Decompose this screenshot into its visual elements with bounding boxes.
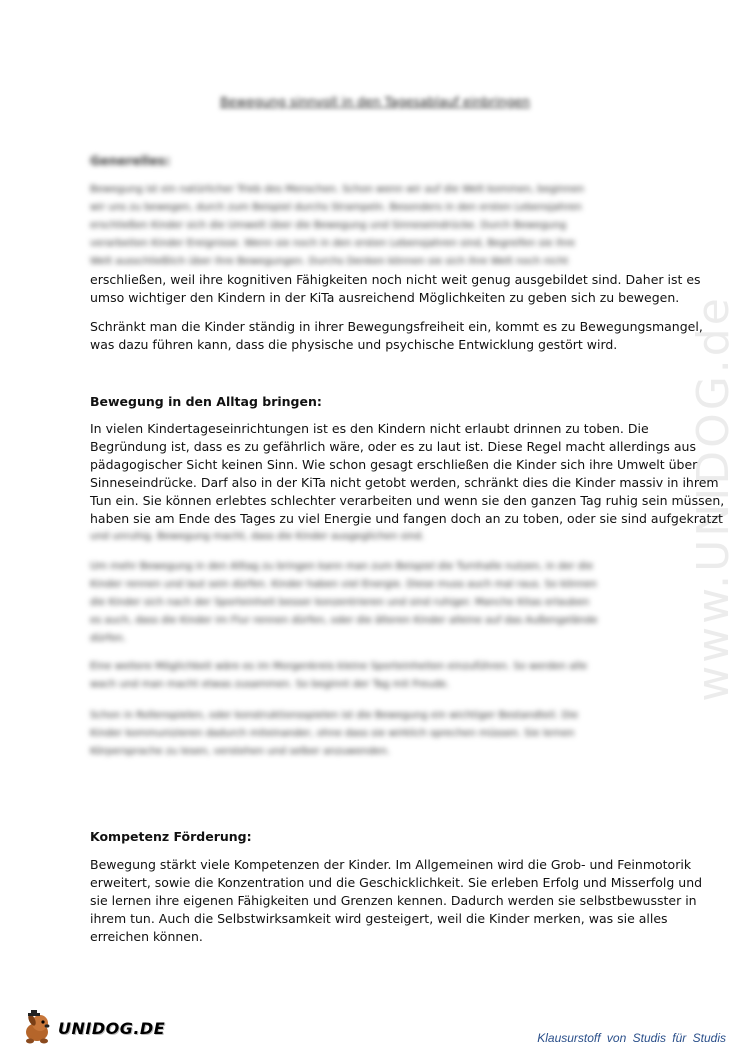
text-line: Schon in Rollenspielen, oder konstruktionsspielen ist die Bewegung ein wichtiger Bestandteil. Die (90, 710, 579, 721)
text-line: es auch, dass die Kinder im Flur rennen dürfen, oder die älteren Kinder alleine auf das Außengelände (90, 615, 598, 626)
text-line: In vielen Kindertageseinrichtungen ist es den Kindern nicht erlaubt drinnen zu toben. Die (90, 421, 649, 436)
text-line: wach und man macht etwas zusammen. So beginnt der Tag mit Freude. (90, 679, 450, 690)
section-heading-generelles: Generelles: (90, 153, 171, 168)
paragraph-generelles-2 (90, 318, 703, 354)
text-line: umso wichtiger den Kindern in der KiTa ausreichend Möglichkeiten zu geben sich zu bewegen. (90, 290, 680, 305)
text-line: Eine weitere Möglichkeit wäre es im Morgenkreis kleine Sporteinheiten einzuführen. So werden alle (90, 661, 588, 672)
text-line: Begründung ist, dass es zu gefährlich wäre, oder es zu laut ist. Diese Regel macht allerdings aus (90, 439, 696, 454)
text-line: haben sie am Ende des Tages zu viel Energie und fangen doch an zu toben, oder sie sind aufgekratzt (90, 511, 723, 526)
text-line: Kinder kommunizieren dadurch miteinander, ohne dass sie wirklich sprechen müssen. Sie lernen (90, 728, 575, 739)
logo-text: UNIDOG.DE (58, 1018, 166, 1038)
paragraph-alltag-3 (90, 658, 670, 694)
text-line: Tun ein. Sie können erlebtes schlechter verarbeiten und wenn sie den ganzen Tag ruhig sein müssen, (90, 493, 725, 508)
text-line: verarbeiten Kinder Ereignisse. Wenn sie noch in den ersten Lebensjahren sind, Begreifen sie ihre (90, 238, 576, 249)
text-line: wir uns zu bewegen, durch zum Beispiel durchs Strampeln. Besonders in den ersten Lebensjahren (90, 202, 582, 213)
text-line: Sinneseindrücke. Darf also in der KiTa nicht getobt werden, schränkt dies die Kinder massiv in ihrem (90, 475, 719, 490)
text-line: pädagogischer Sicht keinen Sinn. Wie schon gesagt erschließen die Kinder sich ihre Umwelt über (90, 457, 698, 472)
text-line: was dazu führen kann, dass die physische und psychische Entwicklung gestört wird. (90, 337, 618, 352)
dog-mascot-icon (20, 1010, 56, 1046)
paragraph-alltag-1 (90, 420, 725, 546)
text-line: Kinder rennen und laut sein dürfen. Kinder haben viel Energie. Diese muss auch mal raus. So können (90, 579, 598, 590)
text-line: erweitert, sowie die Konzentration und die Geschicklichkeit. Sie erleben Erfolg und Misserfolg und (90, 875, 703, 890)
text-line: Bewegung ist ein natürlicher Trieb des Menschen. Schon wenn wir auf die Welt kommen, beginnen (90, 184, 585, 195)
text-line: ihrem tun. Auch die Selbstwirksamkeit wird gesteigert, weil die Kinder merken, was sie alles (90, 911, 668, 926)
watermark-text: www.UNIDOG.de (687, 294, 739, 702)
text-line: erschließen Kinder sich die Umwelt über die Bewegung und Sinneseindrücke. Durch Bewegung (90, 220, 567, 231)
section-heading-kompetenz: Kompetenz Förderung: (90, 829, 252, 844)
text-line: Um mehr Bewegung in den Alltag zu bringen kann man zum Beispiel die Turnhalle nutzen, in der die (90, 561, 594, 572)
text-line: erschließen, weil ihre kognitiven Fähigkeiten noch nicht weit genug ausgebildet sind. Daher ist es (90, 272, 701, 287)
document-title: Bewegung sinnvoll in den Tagesablauf einbringen (219, 94, 531, 109)
text-line: die Kinder sich nach der Sporteinheit besser konzentrieren und sind ruhiger. Manche Kitas erlauben (90, 597, 590, 608)
text-line: Bewegung stärkt viele Kompetenzen der Kinder. Im Allgemeinen wird die Grob- und Feinmotorik (90, 857, 692, 872)
text-line: Schränkt man die Kinder ständig in ihrer Bewegungsfreiheit ein, kommt es zu Bewegungsmangel, (90, 319, 703, 334)
unidog-logo[interactable] (20, 1010, 165, 1046)
paragraph-kompetenz-1 (90, 856, 703, 946)
text-line: sie lernen ihre eigenen Fähigkeiten und Grenzen kennen. Dadurch werden sie selbstbewusster in (90, 893, 697, 908)
text-line: dürfen. (90, 633, 126, 644)
footer-slogan: Klausurstoff von Studis für Studis (537, 1031, 726, 1045)
section-heading-alltag: Bewegung in den Alltag bringen: (90, 394, 322, 409)
paragraph-generelles-1 (90, 181, 701, 307)
text-line: Welt ausschließlich über ihre Bewegungen. Durchs Denken können sie sich ihre Welt noch nicht (90, 256, 569, 267)
paragraph-alltag-2 (90, 558, 670, 648)
text-line: erreichen können. (90, 929, 203, 944)
text-line: und unruhig. Bewegung macht, dass die Kinder ausgeglichen sind. (90, 531, 425, 542)
paragraph-alltag-4 (90, 707, 670, 761)
text-line: Körpersprache zu lesen, verstehen und selber anzuwenden. (90, 746, 390, 757)
